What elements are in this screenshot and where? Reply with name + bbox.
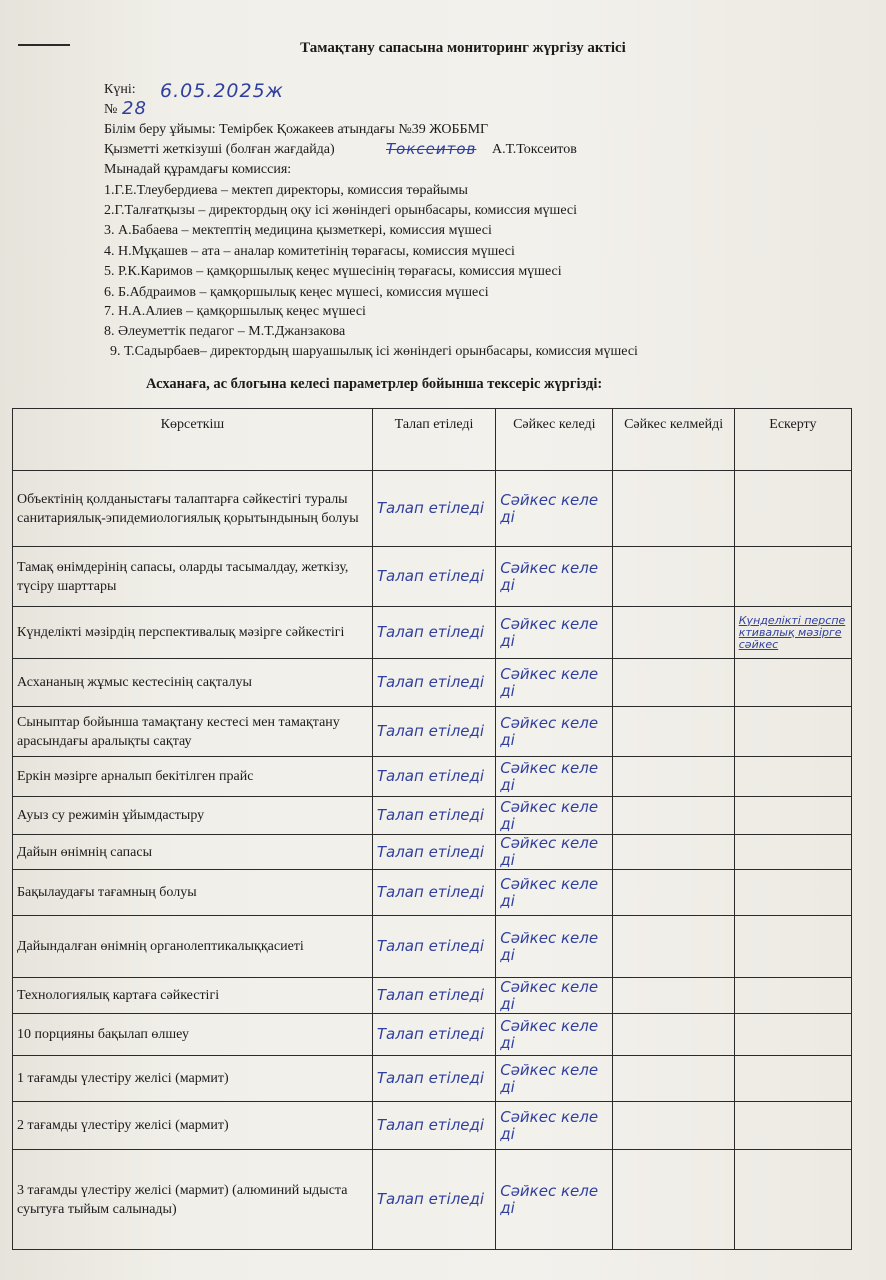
header-match: Сәйкес келеді <box>496 409 613 471</box>
row-match: Сәйкес келеді <box>500 797 599 833</box>
row-required: Талап етіледі <box>376 806 485 824</box>
row-indicator: Асхананың жұмыс кестесінің сақталуы <box>13 659 373 707</box>
supplier-label: Қызметті жеткізуші (болған жағдайда) <box>104 142 335 157</box>
row-note <box>734 835 851 870</box>
row-required: Талап етіледі <box>376 1025 485 1043</box>
row-indicator: Күнделікті мәзірдің перспективалық мәзірге сәйкестігі <box>13 607 373 659</box>
row-note <box>734 659 851 707</box>
row-nomatch <box>613 1056 734 1102</box>
table-row <box>13 1102 852 1150</box>
row-nomatch <box>613 547 734 607</box>
table-row <box>13 916 852 978</box>
row-required: Талап етіледі <box>376 1190 485 1208</box>
date-value: 6.05.2025ж <box>160 80 284 102</box>
row-match: Сәйкес келеді <box>500 558 599 594</box>
row-required: Талап етіледі <box>376 623 485 641</box>
table-row <box>13 757 852 797</box>
row-note <box>734 707 851 757</box>
row-nomatch <box>613 471 734 547</box>
row-match: Сәйкес келеді <box>500 977 599 1013</box>
header-nomatch: Сәйкес келмейді <box>613 409 734 471</box>
row-required: Талап етіледі <box>376 937 485 955</box>
table-row <box>13 547 852 607</box>
row-nomatch <box>613 1150 734 1250</box>
row-indicator: Дайын өнімнің сапасы <box>13 835 373 870</box>
supplier-signature: Токсеитов <box>386 140 477 158</box>
number-label: № <box>104 102 118 117</box>
commission-member: 3. А.Бабаева – мектептің медицина қызметкері, комиссия мүшесі <box>104 223 492 238</box>
row-indicator: Тамақ өнімдерінің сапасы, оларды тасымалдау, жеткізу, түсіру шарттары <box>13 547 373 607</box>
row-note <box>734 1056 851 1102</box>
commission-member: 1.Г.Е.Тлеубердиева – мектеп директоры, комиссия төрайымы <box>104 183 468 198</box>
commission-member: 5. Р.К.Каримов – қамқоршылық кеңес мүшесінің төрағасы, комиссия мүшесі <box>104 264 562 279</box>
table-row <box>13 1056 852 1102</box>
row-nomatch <box>613 916 734 978</box>
header-note: Ескерту <box>734 409 851 471</box>
row-required: Талап етіледі <box>376 1069 485 1087</box>
row-match: Сәйкес келеді <box>500 614 599 650</box>
row-indicator: Объектінің қолданыстағы талаптарға сәйкестігі туралы санитариялық-эпидемиологиялық қорытындының болуы <box>13 471 373 547</box>
row-required: Талап етіледі <box>376 1116 485 1134</box>
commission-member: 6. Б.Абдраимов – қамқоршылық кеңес мүшесі, комиссия мүшесі <box>104 285 489 300</box>
row-required: Талап етіледі <box>376 673 485 691</box>
row-nomatch <box>613 707 734 757</box>
header-indicator: Көрсеткіш <box>13 409 373 471</box>
commission-member: 8. Әлеуметтік педагог – М.Т.Джанзакова <box>104 324 346 339</box>
row-indicator: Бақылаудағы тағамның болуы <box>13 870 373 916</box>
commission-member: 7. Н.А.Алиев – қамқоршылық кеңес мүшесі <box>104 304 366 319</box>
supplier-name: А.Т.Токсеитов <box>492 142 577 157</box>
row-required: Талап етіледі <box>376 986 485 1004</box>
commission-member: 4. Н.Мұқашев – ата – аналар комитетінің төрағасы, комиссия мүшесі <box>104 244 515 259</box>
table-row <box>13 607 852 659</box>
row-indicator: 1 тағамды үлестіру желісі (мармит) <box>13 1056 373 1102</box>
row-match: Сәйкес келеді <box>500 1181 599 1217</box>
table-row <box>13 471 852 547</box>
row-required: Талап етіледі <box>376 883 485 901</box>
row-match: Сәйкес келеді <box>500 1016 599 1052</box>
row-note <box>734 1102 851 1150</box>
row-indicator: 10 порцияны бақылап өлшеу <box>13 1014 373 1056</box>
date-label: Күні: <box>104 82 136 97</box>
row-note <box>734 471 851 547</box>
row-indicator: Еркін мәзірге арналып бекітілген прайс <box>13 757 373 797</box>
table-row <box>13 978 852 1014</box>
row-match: Сәйкес келеді <box>500 758 599 794</box>
row-note <box>734 1014 851 1056</box>
row-nomatch <box>613 797 734 835</box>
header-required: Талап етіледі <box>372 409 495 471</box>
number-value: 28 <box>122 98 147 119</box>
table-row <box>13 707 852 757</box>
row-nomatch <box>613 757 734 797</box>
row-indicator: Технологиялық картаға сәйкестігі <box>13 978 373 1014</box>
table-row <box>13 835 852 870</box>
row-note <box>734 1150 851 1250</box>
row-required: Талап етіледі <box>376 842 485 861</box>
row-note <box>734 547 851 607</box>
row-nomatch <box>613 659 734 707</box>
row-match: Сәйкес келеді <box>500 664 599 700</box>
inspection-table <box>12 408 852 1250</box>
row-match: Сәйкес келеді <box>500 928 599 964</box>
row-nomatch <box>613 1102 734 1150</box>
row-indicator: 2 тағамды үлестіру желісі (мармит) <box>13 1102 373 1150</box>
row-match: Сәйкес келеді <box>500 874 599 910</box>
row-note <box>734 797 851 835</box>
commission-member: 2.Г.Талғатқызы – директордың оқу ісі жөніндегі орынбасары, комиссия мүшесі <box>104 203 578 218</box>
row-match: Сәйкес келеді <box>500 713 599 749</box>
commission-member: 9. Т.Садырбаев– директордың шаруашылық ісі жөніндегі орынбасары, комиссия мүшесі <box>110 344 638 359</box>
row-note <box>734 757 851 797</box>
row-note <box>734 870 851 916</box>
row-indicator: Сыныптар бойынша тамақтану кестесі мен тамақтану арасындағы аралықты сақтау <box>13 707 373 757</box>
row-note <box>734 916 851 978</box>
row-indicator: Дайындалған өнімнің органолептикалыққасиеті <box>13 916 373 978</box>
row-match: Сәйкес келеді <box>500 1107 599 1143</box>
document-title: Тамақтану сапасына мониторинг жүргізу актісі <box>300 40 626 56</box>
table-header-row <box>13 409 852 471</box>
row-required: Талап етіледі <box>376 499 485 517</box>
table-row <box>13 659 852 707</box>
row-indicator: Ауыз су режимін ұйымдастыру <box>13 797 373 835</box>
row-match: Сәйкес келеді <box>500 834 599 869</box>
row-nomatch <box>613 835 734 870</box>
row-match: Сәйкес келеді <box>500 1060 599 1096</box>
row-nomatch <box>613 1014 734 1056</box>
table-row <box>13 1014 852 1056</box>
row-nomatch <box>613 607 734 659</box>
table-row <box>13 870 852 916</box>
row-nomatch <box>613 978 734 1014</box>
organization-line: Білім беру ұйымы: Темірбек Қожакеев атындағы №39 ЖОББМГ <box>104 122 489 137</box>
row-match: Сәйкес келеді <box>500 490 599 526</box>
row-indicator: 3 тағамды үлестіру желісі (мармит) (алюминий ыдыста суытуға тыйым салынады) <box>13 1150 373 1250</box>
check-intro: Асханаға, ас блогына келесі параметрлер бойынша тексеріс жүргізді: <box>146 376 603 392</box>
commission-intro: Мынадай құрамдағы комиссия: <box>104 162 292 177</box>
table-row <box>13 797 852 835</box>
row-required: Талап етіледі <box>376 722 485 740</box>
table-row <box>13 1150 852 1250</box>
row-nomatch <box>613 870 734 916</box>
row-required: Талап етіледі <box>376 567 485 585</box>
row-note: Күнделікті перспективалық мәзірге сәйкес <box>738 613 846 651</box>
row-note <box>734 978 851 1014</box>
row-required: Талап етіледі <box>376 767 485 785</box>
